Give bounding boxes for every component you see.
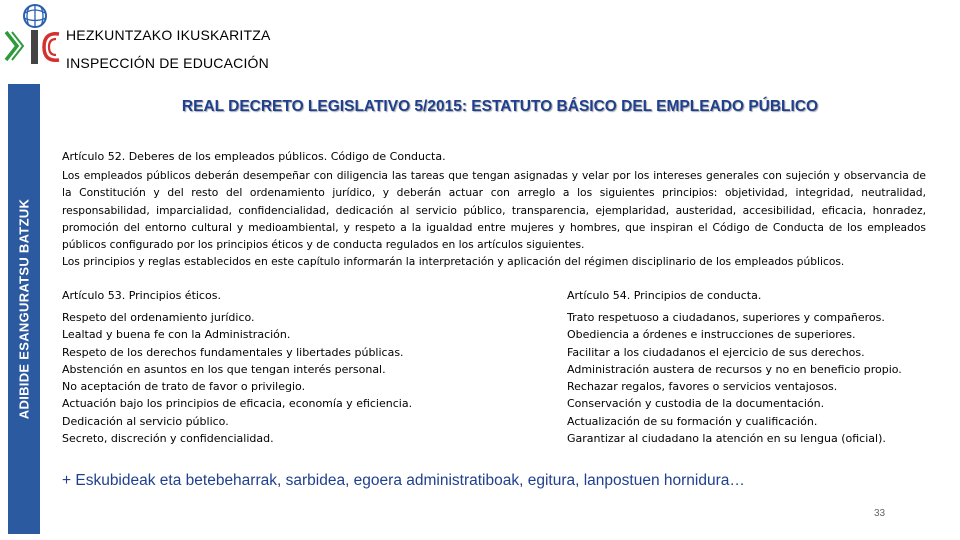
sidebar-banner [8,84,40,534]
list-item: Dedicación al servicio público. [62,414,229,428]
list-item: Facilitar a los ciudadanos el ejercicio de sus derechos. [567,345,865,359]
list-item: Respeto de los derechos fundamentales y libertades públicas. [62,345,404,359]
article-54-heading: Artículo 54. Principios de conducta. [567,289,762,302]
footer-note: + Eskubideak eta betebeharrak, sarbidea, egoera administratiboak, egitura, lanpostuen hornidura… [62,472,745,489]
inspection-logo [4,2,62,68]
article-52-heading: Artículo 52. Deberes de los empleados públicos. Código de Conducta. [62,150,446,163]
ethical-principles-list [62,309,412,447]
article-52-body [62,167,926,271]
article-52-paragraph: Los empleados públicos deberán desempeñar con diligencia las tareas que tengan asignadas y velar por los intereses generales con sujeción y observancia de la Constitución y del resto del ordenamiento jurídico, y deberán actuar con arreglo a los siguientes principios: objetividad, integridad, neutralidad, responsabilidad, imparcialidad, confidencialidad, dedicación al servicio público, transparencia, ejemplaridad, austeridad, accesibilidad, eficacia, honradez, promoción del entorno cultural y medioambiental, y respeto a la igualdad entre mujeres y hombres, que inspiran el Código de Conducta de los empleados públicos configurado por los principios éticos y de conducta regulados en los artículos siguientes. [62,169,926,252]
org-name-spanish: INSPECCIÓN DE EDUCACIÓN [66,55,269,71]
list-item: Conservación y custodia de la documentación. [567,397,825,411]
list-item: Rechazar regalos, favores o servicios ventajosos. [567,380,838,394]
list-item: Obediencia a órdenes e instrucciones de superiores. [567,328,856,342]
list-item: Actuación bajo los principios de eficacia, economía y eficiencia. [62,397,413,411]
list-item: Trato respetuoso a ciudadanos, superiores y compañeros. [567,311,885,324]
list-item: Abstención en asuntos en los que tengan interés personal. [62,362,386,376]
org-name-basque: HEZKUNTZAKO IKUSKARITZA [66,27,271,43]
sidebar-label: ADIBIDE ESANGURATSU BATZUK [16,198,32,420]
list-item: No aceptación de trato de favor o privilegio. [62,380,306,394]
list-item: Administración austera de recursos y no en beneficio propio. [567,362,902,376]
list-item: Actualización de su formación y cualificación. [567,414,818,428]
list-item: Respeto del ordenamiento jurídico. [62,311,255,324]
article-53-heading: Artículo 53. Principios éticos. [62,289,221,302]
conduct-principles-list [567,309,902,447]
list-item: Lealtad y buena fe con la Administración. [62,328,291,342]
article-52-paragraph: Los principios y reglas establecidos en este capítulo informarán la interpretación y aplicación del régimen disciplinario de los empleados públicos. [62,255,845,269]
list-item: Secreto, discreción y confidencialidad. [62,432,274,446]
list-item: Garantizar al ciudadano la atención en su lengua (oficial). [567,432,886,446]
page-number: 33 [874,508,886,519]
slide-title: REAL DECRETO LEGISLATIVO 5/2015: ESTATUTO BÁSICO DEL EMPLEADO PÚBLICO [181,98,819,115]
